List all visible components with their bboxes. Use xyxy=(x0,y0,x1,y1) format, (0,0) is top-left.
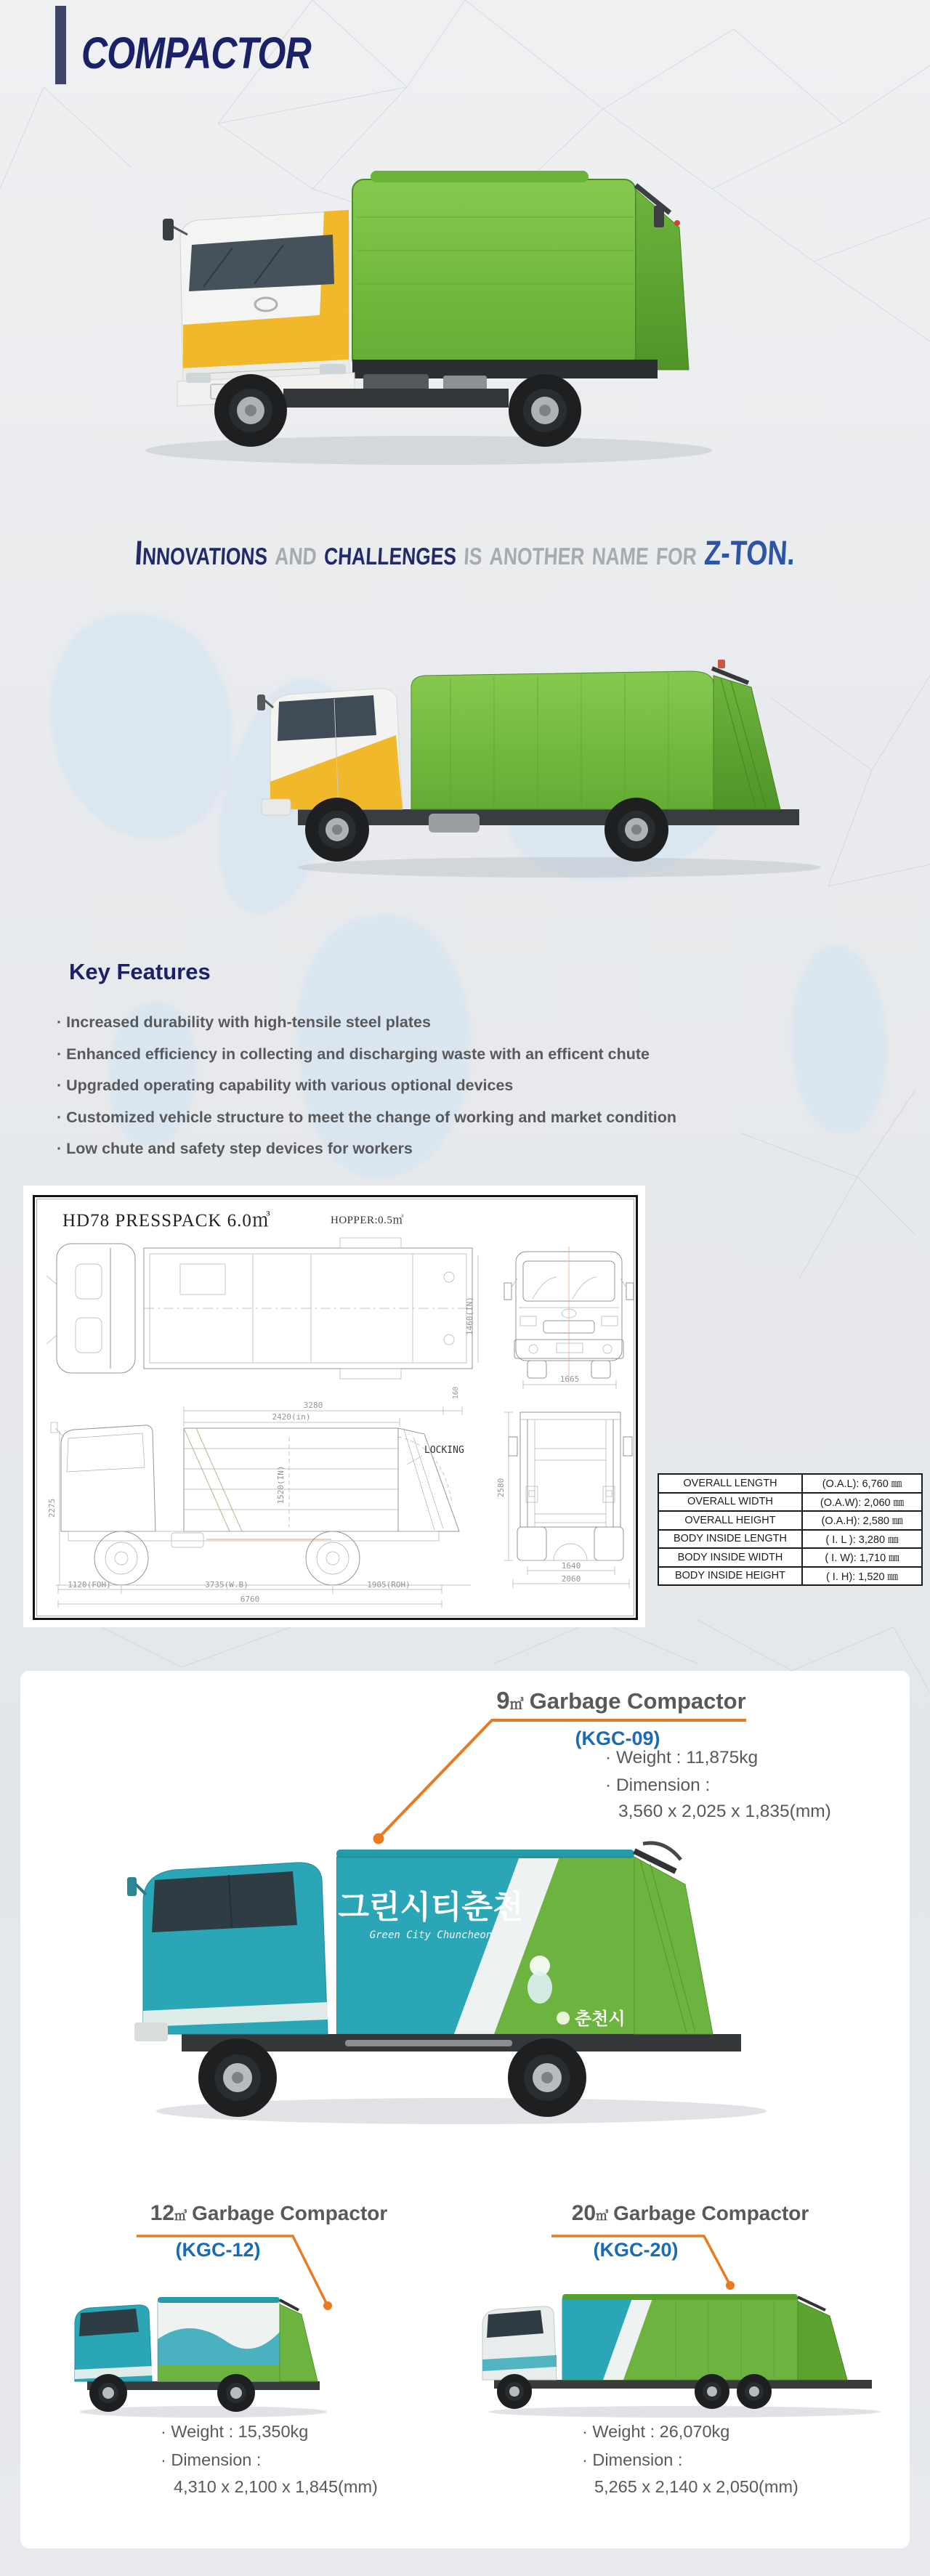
rear-wheel xyxy=(695,2374,729,2409)
dim-overall-length: 6760 xyxy=(240,1595,260,1604)
front-wheel xyxy=(198,2038,277,2117)
product-12-dimension-value: 4,310 x 2,100 x 1,845(mm) xyxy=(174,2477,378,2496)
product-12-heading xyxy=(54,2201,483,2226)
dim-locking-label: LOCKING xyxy=(424,1445,464,1456)
rear-wheel xyxy=(217,2374,255,2412)
spec-value: ( I. L ): 3,280 ㎜ xyxy=(802,1530,922,1549)
tagline-is-another: is another name for xyxy=(455,533,706,572)
product-12-capacity: 12 xyxy=(150,2201,175,2225)
spec-value: ( I. H): 1,520 ㎜ xyxy=(802,1567,922,1586)
feature-item: · Enhanced efficiency in collecting and discharging waste with an efficent chute xyxy=(57,1045,650,1063)
dim-body-inside-height: 1520(IN) xyxy=(276,1465,286,1504)
table-row xyxy=(658,1567,922,1586)
spec-label: OVERALL LENGTH xyxy=(658,1474,802,1493)
product-9-photo xyxy=(113,1793,810,2131)
feature-item: · Low chute and safety step devices for workers xyxy=(57,1140,413,1157)
product-20-photo xyxy=(472,2272,897,2425)
front-wheel xyxy=(89,2374,127,2412)
spec-label: BODY INSIDE WIDTH xyxy=(658,1548,802,1567)
mascot-graphic xyxy=(527,1956,552,2004)
product-9-name: Garbage Compactor xyxy=(529,1688,746,1714)
spec-value: (O.A.W): 2,060 ㎜ xyxy=(802,1493,922,1512)
spec-label: BODY INSIDE LENGTH xyxy=(658,1530,802,1549)
dim-wheelbase: 3735(W.B) xyxy=(205,1580,248,1589)
product-9-dimension-value: 3,560 x 2,025 x 1,835(mm) xyxy=(618,1802,831,1821)
product-20-model: (KGC-20) xyxy=(593,2239,679,2261)
product-12-dimension-label: · Dimension : xyxy=(161,2450,262,2469)
dim-front-tread: 1665 xyxy=(559,1374,580,1384)
dim-top-inside-width: 1460(IN) xyxy=(465,1297,474,1335)
rear-wheel xyxy=(508,2038,586,2117)
product-20-name: Garbage Compactor xyxy=(613,2202,809,2224)
rear-wheel xyxy=(737,2374,772,2409)
product-9-heading xyxy=(407,1687,836,1714)
product-9-weight: · Weight : 11,875kg xyxy=(605,1748,759,1767)
product-9-model: (KGC-09) xyxy=(575,1728,660,1749)
front-wheel xyxy=(214,374,287,447)
spec-label: BODY INSIDE HEIGHT xyxy=(658,1567,802,1586)
product-12-model: (KGC-12) xyxy=(175,2239,261,2261)
hero-truck-photo xyxy=(102,142,741,472)
technical-drawing xyxy=(35,1197,636,1618)
table-row xyxy=(658,1474,922,1493)
drawing-title: HD78 PRESSPACK 6.0㎥ xyxy=(62,1211,271,1231)
product-20-dimension-value: 5,265 x 2,140 x 2,050(mm) xyxy=(594,2477,798,2496)
front-wheel xyxy=(305,798,369,862)
product-9-livery-sub: Green City Chuncheon xyxy=(369,1929,493,1941)
product-9-unit: ㎥ xyxy=(509,1697,524,1712)
product-12-photo xyxy=(62,2272,349,2425)
feature-item: · Customized vehicle structure to meet the change of working and market condition xyxy=(57,1108,676,1126)
drawing-panel xyxy=(33,1195,638,1620)
spec-value: ( I. W): 1,710 ㎜ xyxy=(802,1548,922,1567)
key-features-heading: Key Features xyxy=(69,959,211,984)
hopper-capacity-label: HOPPER:0.5㎥ xyxy=(331,1215,404,1226)
product-9-livery-rear: 춘천시 xyxy=(575,2009,626,2029)
brand-accent-bar xyxy=(55,6,66,84)
tagline-challenges: challenges xyxy=(323,533,458,572)
dim-rear-tread: 1640 xyxy=(561,1561,581,1571)
product-9-dimension-label: · Dimension : xyxy=(605,1775,711,1795)
feature-item: · Upgraded operating capability with various optional devices xyxy=(57,1077,514,1094)
table-row xyxy=(658,1493,922,1512)
table-row xyxy=(658,1530,922,1549)
tagline xyxy=(92,532,838,572)
dim-cab-height: 2275 xyxy=(47,1498,57,1518)
tagline-zton: Z-TON. xyxy=(703,533,796,572)
product-20-dimension-label: · Dimension : xyxy=(582,2450,683,2469)
tagline-and: and xyxy=(266,533,326,572)
side-truck-photo xyxy=(247,626,872,884)
product-12-unit: ㎥ xyxy=(174,2209,187,2223)
tagline-innovations: Innovations xyxy=(134,533,269,572)
product-9-capacity: 9 xyxy=(496,1687,510,1714)
dim-rear-offset: 160 xyxy=(452,1386,460,1399)
dim-front-overhang: 1120(FOH) xyxy=(68,1580,111,1589)
rear-wheel xyxy=(604,798,668,862)
dim-body-length: 3280 xyxy=(303,1401,323,1410)
product-20-heading xyxy=(476,2201,905,2226)
table-row xyxy=(658,1511,922,1530)
spec-table xyxy=(658,1473,923,1586)
product-20-weight: · Weight : 26,070kg xyxy=(582,2422,730,2441)
rear-wheel xyxy=(509,374,581,447)
page-title: COMPACTOR xyxy=(81,28,311,78)
spec-label: OVERALL WIDTH xyxy=(658,1493,802,1512)
product-12-weight: · Weight : 15,350kg xyxy=(161,2422,309,2441)
dim-overall-width: 2060 xyxy=(561,1574,581,1584)
product-20-unit: ㎥ xyxy=(596,2209,609,2223)
product-20-capacity: 20 xyxy=(571,2201,597,2225)
spec-value: (O.A.L): 6,760 ㎜ xyxy=(802,1474,922,1493)
dim-body-inside-length: 2420(in) xyxy=(272,1412,311,1422)
product-9-livery-main: 그린시티춘천 xyxy=(338,1889,524,1926)
spec-value: (O.A.H): 2,580 ㎜ xyxy=(802,1511,922,1530)
feature-item: · Increased durability with high-tensile steel plates xyxy=(57,1013,431,1031)
dim-rear-overhang: 1905(ROH) xyxy=(367,1580,411,1589)
dim-overall-height: 2580 xyxy=(496,1478,506,1498)
key-features-list xyxy=(57,1007,899,1165)
front-wheel xyxy=(497,2374,532,2409)
table-row xyxy=(658,1548,922,1567)
spec-label: OVERALL HEIGHT xyxy=(658,1511,802,1530)
product-12-name: Garbage Compactor xyxy=(192,2202,388,2224)
